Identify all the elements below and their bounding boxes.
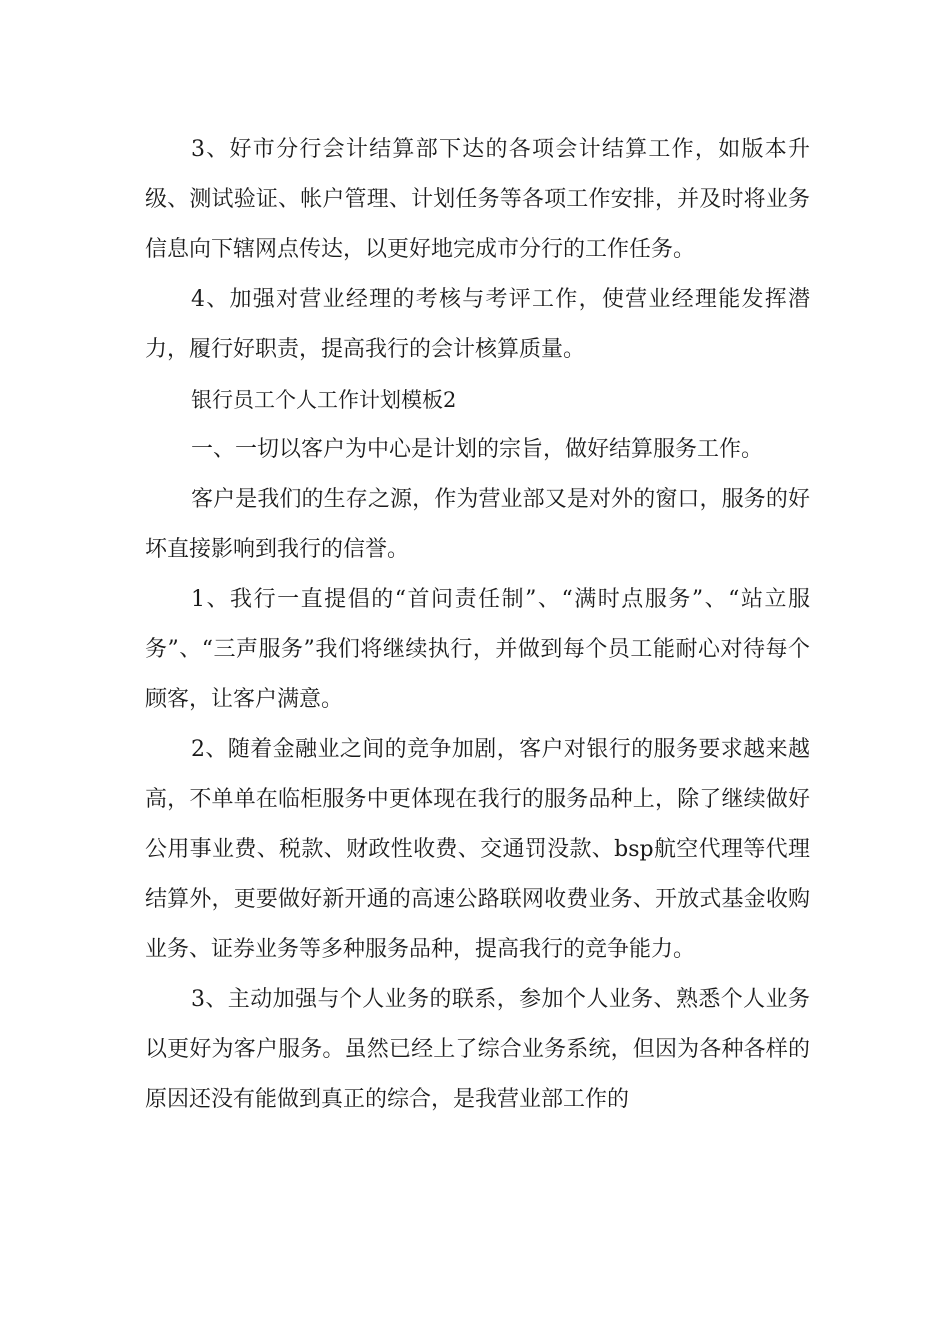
section-title-template-2: 银行员工个人工作计划模板2 — [191, 388, 457, 412]
paragraph-customer-centric-goal: 一、一切以客户为中心是计划的宗旨，做好结算服务工作。 — [191, 437, 764, 462]
paragraph-item-2-competition: 2、随着金融业之间的竞争加剧，客户对银行的服务要求越来越高，不单单在临柜服务中更体现在我行的服务品种上，除了继续做好公用事业费、税款、财政性收费、交通罚没款、bsp航空代理等代理结算外，更要做好新开通的高速公路联网收费业务、开放式基金收购业务、证券业务等多种服务品种，提高我行的竞争能力。 — [145, 737, 810, 962]
paragraph-item-3-personal-business: 3、主动加强与个人业务的联系，参加个人业务、熟悉个人业务以更好为客户服务。虽然已经上了综合业务系统，但因为各种各样的原因还没有能做到真正的综合，是我营业部工作的 — [145, 987, 810, 1112]
paragraph-customer-source-of-survival: 客户是我们的生存之源，作为营业部又是对外的窗口，服务的好坏直接影响到我行的信誉。 — [145, 487, 810, 562]
paragraph-item-1-service-system: 1、我行一直提倡的“首问责任制”、“满时点服务”、“站立服务”、“三声服务”我们将继续执行，并做到每个员工能耐心对待每个顾客，让客户满意。 — [145, 587, 810, 712]
document-body — [145, 125, 810, 1125]
paragraph-item-3-version-upgrade: 3、好市分行会计结算部下达的各项会计结算工作，如版本升级、测试验证、帐户管理、计划任务等各项工作安排，并及时将业务信息向下辖网点传达，以更好地完成市分行的工作任务。 — [145, 137, 810, 262]
paragraph-item-4-manager-assessment: 4、加强对营业经理的考核与考评工作，使营业经理能发挥潜力，履行好职责，提高我行的会计核算质量。 — [145, 287, 810, 362]
